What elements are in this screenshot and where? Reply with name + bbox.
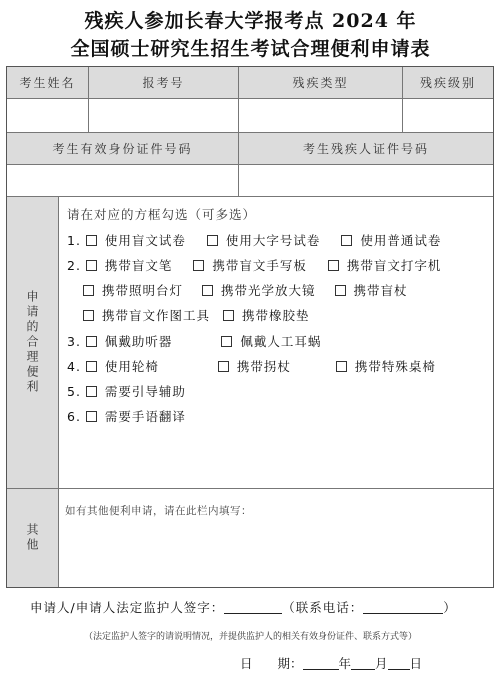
- accommodation-options: [59, 199, 493, 487]
- option-large-print-paper[interactable]: 使用大字号试卷: [207, 233, 321, 248]
- other-section-label: 其他: [7, 489, 59, 587]
- option-braille-typewriter[interactable]: 携带盲文打字机: [328, 258, 442, 273]
- form-title-line1: 残疾人参加长春大学报考点 2024 年: [84, 10, 417, 32]
- checkbox[interactable]: [223, 310, 234, 321]
- checkbox[interactable]: [218, 361, 229, 372]
- checkbox[interactable]: [336, 361, 347, 372]
- month-field[interactable]: [351, 657, 375, 670]
- option-wheelchair[interactable]: 使用轮椅: [86, 359, 159, 374]
- option-braille-pen[interactable]: 携带盲文笔: [86, 258, 173, 273]
- year-field[interactable]: [303, 657, 339, 670]
- application-form-table: [6, 66, 494, 588]
- checkbox[interactable]: [335, 285, 346, 296]
- checkbox[interactable]: [86, 235, 97, 246]
- checkbox[interactable]: [86, 386, 97, 397]
- option-hearing-aid[interactable]: 佩戴助听器: [86, 334, 173, 349]
- header-disability-cert-number: 考生残疾人证件号码: [239, 133, 493, 165]
- checkbox[interactable]: [86, 361, 97, 372]
- header-disability-level: 残疾级别: [403, 67, 493, 99]
- option-rubber-mat[interactable]: 携带橡胶垫: [223, 308, 310, 323]
- phone-field[interactable]: [363, 601, 443, 614]
- option-group-5: 5. 需要引导辅助: [67, 384, 186, 399]
- option-magnifier[interactable]: 携带光学放大镜: [202, 283, 316, 298]
- checkbox[interactable]: [328, 260, 339, 271]
- checkbox[interactable]: [86, 411, 97, 422]
- option-group-2-row1: 2. 携带盲文笔 携带盲文手写板 携带盲文打字机: [67, 258, 442, 273]
- input-disability-cert-number[interactable]: [239, 165, 493, 197]
- input-exam-number[interactable]: [89, 99, 239, 133]
- other-request-note: 如有其他便利申请，请在此栏内填写：: [65, 505, 252, 517]
- checkbox[interactable]: [86, 336, 97, 347]
- header-candidate-name: 考生姓名: [7, 67, 89, 99]
- apply-section-label: 申请的合理便利: [7, 197, 59, 489]
- input-disability-type[interactable]: [239, 99, 403, 133]
- checkbox[interactable]: [86, 260, 97, 271]
- option-group-1: 1. 使用盲文试卷 使用大字号试卷 使用普通试卷: [67, 233, 442, 248]
- guardian-note: （法定监护人签字的请说明情况，并提供监护人的相关有效身份证件、联系方式等）: [83, 632, 417, 642]
- option-braille-paper[interactable]: 使用盲文试卷: [86, 233, 186, 248]
- option-braille-slate[interactable]: 携带盲文手写板: [193, 258, 307, 273]
- option-normal-paper[interactable]: 使用普通试卷: [341, 233, 441, 248]
- header-disability-type: 残疾类型: [239, 67, 403, 99]
- option-white-cane[interactable]: 携带盲杖: [335, 283, 408, 298]
- checkbox[interactable]: [193, 260, 204, 271]
- form-title-line2: 全国硕士研究生招生考试合理便利申请表: [70, 38, 431, 60]
- input-id-number[interactable]: [7, 165, 239, 197]
- header-exam-number: 报考号: [89, 67, 239, 99]
- option-group-2-row3: [83, 306, 310, 324]
- other-request-field[interactable]: [59, 489, 493, 587]
- checkbox[interactable]: [202, 285, 213, 296]
- input-disability-level[interactable]: [403, 99, 493, 133]
- checkbox[interactable]: [83, 310, 94, 321]
- option-guide-assistance[interactable]: 需要引导辅助: [86, 384, 186, 399]
- option-braille-drawing-tools[interactable]: 携带盲文作图工具: [83, 308, 210, 323]
- option-group-4: 4. 使用轮椅 携带拐杖 携带特殊桌椅: [67, 359, 436, 374]
- option-special-desk-chair[interactable]: 携带特殊桌椅: [336, 359, 436, 374]
- option-desk-lamp[interactable]: 携带照明台灯: [83, 283, 183, 298]
- checkbox[interactable]: [341, 235, 352, 246]
- checkbox[interactable]: [207, 235, 218, 246]
- date-line: 日 期： 年 月 日: [240, 656, 423, 671]
- instruction-text: 请在对应的方框勾选（可多选）: [67, 207, 257, 222]
- option-cochlear-implant[interactable]: 佩戴人工耳蜗: [221, 334, 321, 349]
- input-candidate-name[interactable]: [7, 99, 89, 133]
- option-group-2-row2: [83, 281, 408, 299]
- header-id-number: 考生有效身份证件号码: [7, 133, 239, 165]
- checkbox[interactable]: [83, 285, 94, 296]
- option-group-3: 3. 佩戴助听器 佩戴人工耳蜗: [67, 334, 322, 349]
- option-crutches[interactable]: 携带拐杖: [218, 359, 291, 374]
- checkbox[interactable]: [221, 336, 232, 347]
- option-group-6: 6. 需要手语翻译: [67, 409, 186, 424]
- signature-field[interactable]: [224, 601, 282, 614]
- option-sign-language[interactable]: 需要手语翻译: [86, 409, 186, 424]
- day-field[interactable]: [388, 657, 410, 670]
- signature-line: 申请人/申请人法定监护人签字： （联系电话： ）: [30, 600, 457, 615]
